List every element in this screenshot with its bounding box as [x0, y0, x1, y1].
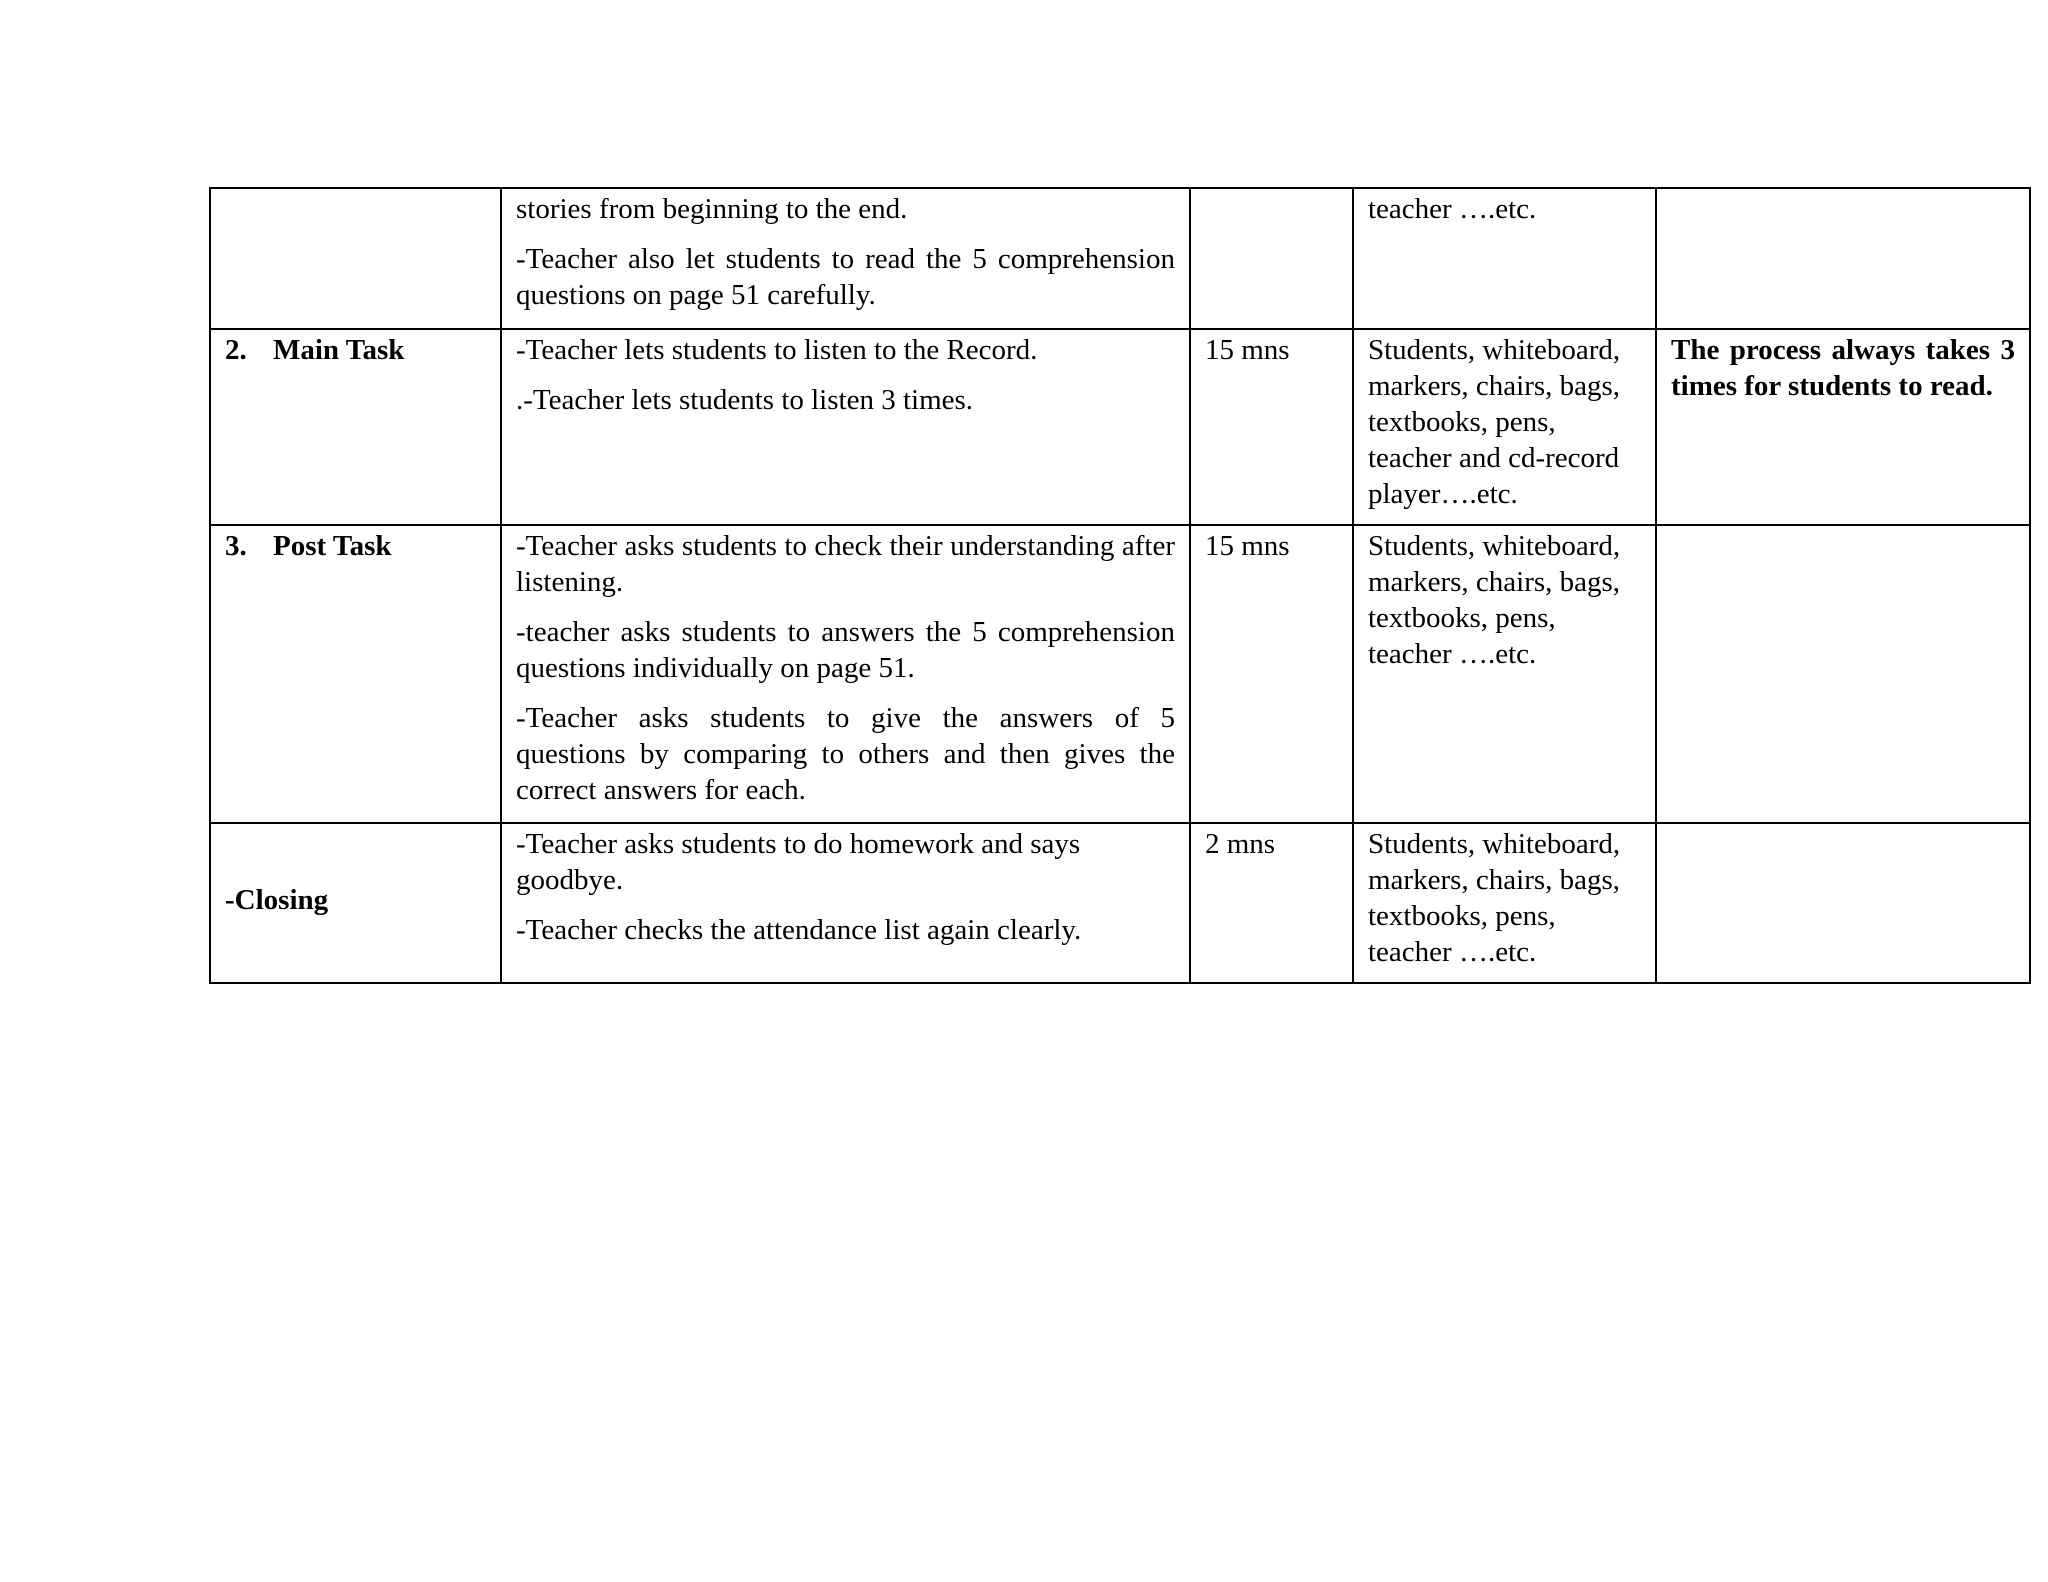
stage-cell: [210, 329, 501, 525]
time-cell: 15 mns: [1190, 525, 1353, 823]
activity-text: -Teacher asks students to give the answers of 5 questions by comparing to others and then gives the correct answers for each.: [516, 702, 1175, 806]
activity-text: -teacher asks students to answers the 5 comprehension questions individually on page 51.: [516, 616, 1175, 684]
table-row: [210, 188, 2030, 329]
stage-number: 2.: [225, 334, 247, 366]
time-cell: 15 mns: [1190, 329, 1353, 525]
table-row: [210, 525, 2030, 823]
activity-text: -Teacher asks students to do homework and says goodbye.: [516, 828, 1081, 896]
note-cell: [1656, 188, 2030, 329]
activity-text: stories from beginning to the end.: [516, 193, 908, 225]
stage-number: 3.: [225, 530, 247, 562]
materials-cell: Students, whiteboard, markers, chairs, bags, textbooks, pens, teacher and cd-record player….etc.: [1353, 329, 1656, 525]
materials-cell: Students, whiteboard, markers, chairs, bags, textbooks, pens, teacher ….etc.: [1353, 823, 1656, 983]
note-cell: The process always takes 3 times for students to read.: [1656, 329, 2030, 525]
note-cell: [1656, 525, 2030, 823]
time-cell: 2 mns: [1190, 823, 1353, 983]
stage-cell: [210, 188, 501, 329]
stage-cell: [210, 525, 501, 823]
stage-label: Post Task: [273, 530, 392, 562]
stage-label: Main Task: [273, 334, 405, 366]
activity-text: -Teacher also let students to read the 5 comprehension questions on page 51 carefully.: [516, 243, 1175, 311]
activity-text: -Teacher lets students to listen to the Record.: [516, 334, 1038, 366]
lesson-plan-table: [209, 187, 2031, 984]
activity-text: .-Teacher lets students to listen 3 times.: [516, 384, 974, 416]
activities-cell: [501, 525, 1190, 823]
time-cell: [1190, 188, 1353, 329]
note-cell: [1656, 823, 2030, 983]
stage-label: -Closing: [225, 884, 329, 916]
activities-cell: [501, 329, 1190, 525]
materials-cell: Students, whiteboard, markers, chairs, bags, textbooks, pens, teacher ….etc.: [1353, 525, 1656, 823]
stage-cell: [210, 823, 501, 983]
table-row: [210, 329, 2030, 525]
activity-text: -Teacher checks the attendance list again clearly.: [516, 914, 1082, 946]
activity-text: -Teacher asks students to check their understanding after listening.: [516, 530, 1175, 598]
activities-cell: [501, 823, 1190, 983]
activities-cell: [501, 188, 1190, 329]
materials-cell: teacher ….etc.: [1353, 188, 1656, 329]
table-row: [210, 823, 2030, 983]
